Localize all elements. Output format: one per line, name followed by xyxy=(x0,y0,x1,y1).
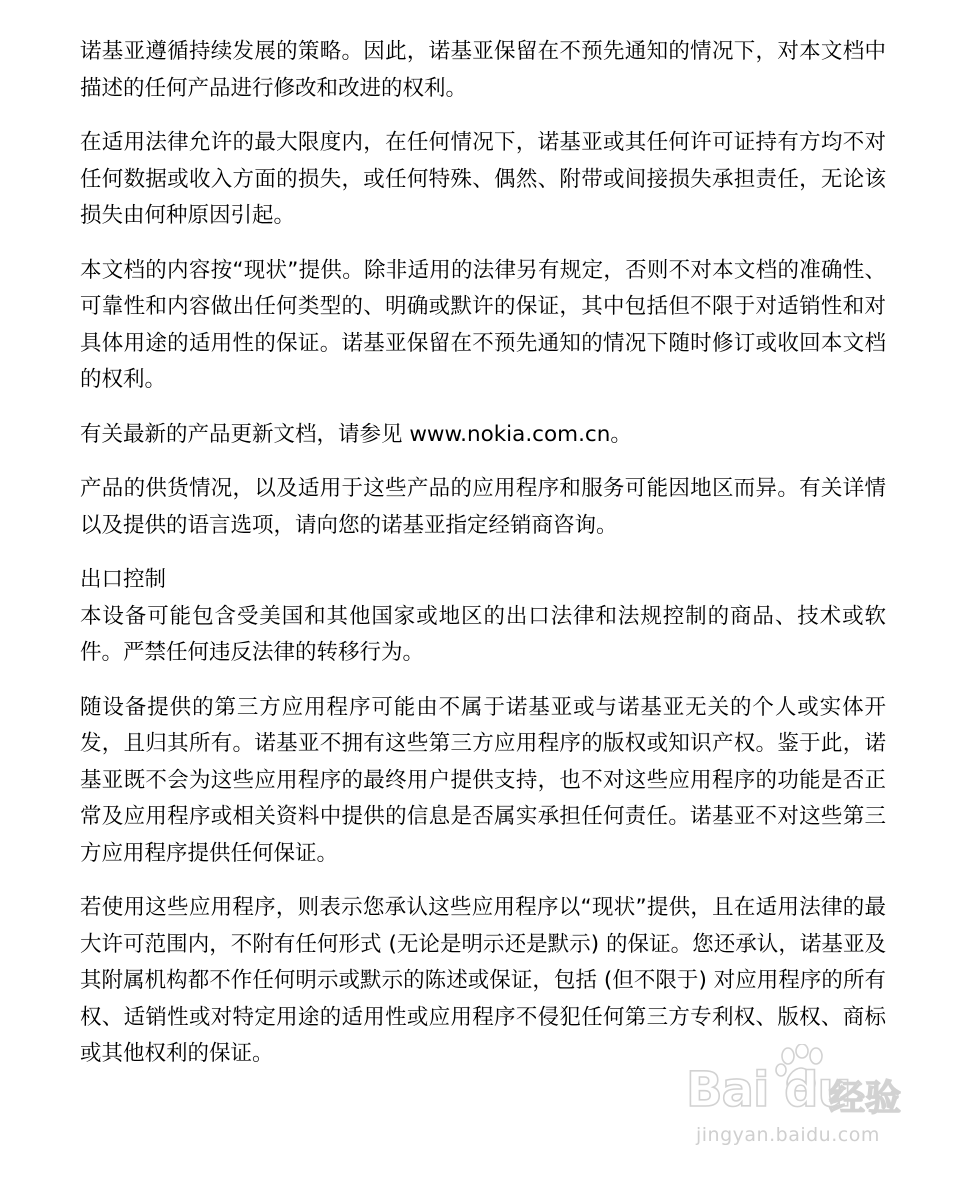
paragraph-third-party-warranty: 若使用这些应用程序，则表示您承认这些应用程序以“现状”提供，且在适用法律的最大许可范围内，不附有任何形式 (无论是明示还是默示) 的保证。您还承认，诺基亚及其附属机构都不作任何明示或默示的陈述或保证，包括 (但不限于) 对应用程序的所有权、适销性或对特定用途的适用性或应用程序不侵犯任何第三方专利权、版权、商标或其他权利的保证。 xyxy=(80,895,886,1066)
watermark-logo-cn: 经验 xyxy=(829,1078,902,1119)
paragraph-third-party-apps: 随设备提供的第三方应用程序可能由不属于诺基亚或与诺基亚无关的个人或实体开发，且归其所有。诺基亚不拥有这些第三方应用程序的版权或知识产权。鉴于此，诺基亚既不会为这些应用程序的最终用户提供支持，也不对这些应用程序的功能是否正常及应用程序或相关资料中提供的信息是否属实承担任何责任。诺基亚不对这些第三方应用程序提供任何保证。 xyxy=(80,694,886,866)
export-control-body: 本设备可能包含受美国和其他国家或地区的出口法律和法规控制的商品、技术或软件。严禁任何违反法律的转移行为。 xyxy=(80,603,886,665)
baidu-jingyan-watermark xyxy=(686,1042,916,1152)
document-body xyxy=(80,34,886,1091)
export-control-heading: 出口控制 xyxy=(80,567,167,592)
paragraph-latest-docs: 有关最新的产品更新文档，请参见 www.nokia.com.cn。 xyxy=(80,421,632,447)
watermark-logo-text: Bai du xyxy=(686,1062,851,1118)
paragraph-development-policy: 诺基亚遵循持续发展的策略。因此，诺基亚保留在不预先通知的情况下，对本文档中描述的任何产品进行修改和改进的权利。 xyxy=(80,39,886,101)
watermark-url: jingyan.baidu.com xyxy=(696,1124,880,1146)
paragraph-liability: 在适用法律允许的最大限度内，在任何情况下，诺基亚或其任何许可证持有方均不对任何数据或收入方面的损失，或任何特殊、偶然、附带或间接损失承担责任，无论该损失由何种原因引起。 xyxy=(80,130,886,228)
paragraph-availability: 产品的供货情况，以及适用于这些产品的应用程序和服务可能因地区而异。有关详情以及提供的语言选项，请向您的诺基亚指定经销商咨询。 xyxy=(80,476,886,538)
paragraph-as-is: 本文档的内容按“现状”提供。除非适用的法律另有规定，否则不对本文档的准确性、可靠性和内容做出任何类型的、明确或默许的保证，其中包括但不限于对适销性和对具体用途的适用性的保证。诺基亚保留在不预先通知的情况下随时修订或收回本文档的权利。 xyxy=(80,257,886,392)
